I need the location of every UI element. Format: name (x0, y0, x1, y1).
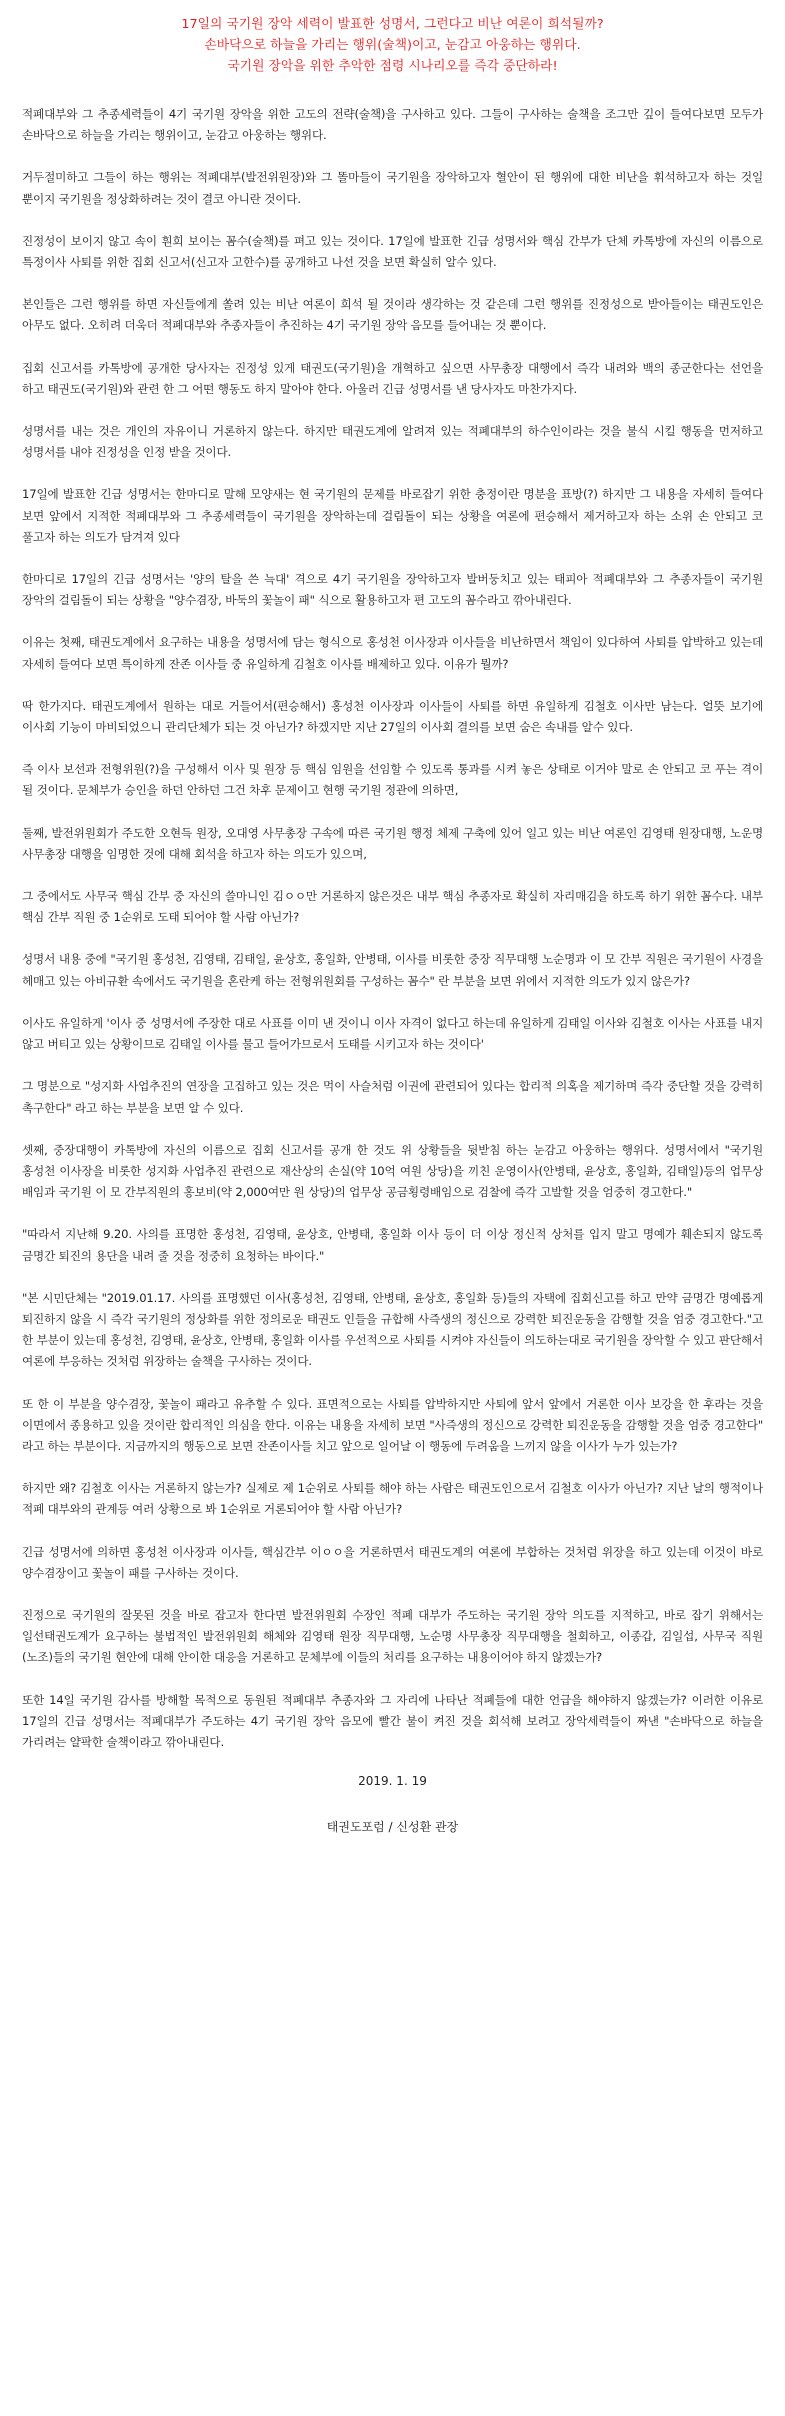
paragraph: 거두절미하고 그들이 하는 행위는 적폐대부(발전위원장)와 그 똘마들이 국기원을 장악하고자 혈안이 된 행위에 대한 비난을 휘석하고자 하는 것일 뿐이지 국기원을 정상화하려는 것이 결코 아니란 것이다. (22, 170, 763, 206)
headline-line: 손바닥으로 하늘을 가리는 행위(술책)이고, 눈감고 아웅하는 행위다. (204, 38, 581, 53)
paragraph: 성명서 내용 중에 "국기원 홍성천, 김영태, 김태일, 윤상호, 홍일화, 안병태, 이사를 비롯한 중장 직무대행 노순명과 이 모 간부 직원은 국기원이 사경을 헤매고 있는 아비규환 속에서도 국기원을 혼란케 하는 전형위원회를 구성하는 꼼수" 란 부분을 보면 위에서 지적한 의도가 있지 않은가? (22, 952, 763, 988)
paragraph: 셋째, 중장대행이 카톡방에 자신의 이름으로 집회 신고서를 공개 한 것도 위 상황들을 뒷받침 하는 눈감고 아웅하는 행위다. 성명서에서 "국기원 홍성천 이사장을 비롯한 성지화 사업추진 관련으로 재산상의 손실(약 10억 여원 상당)을 끼친 운영이사(안병태, 윤상호, 홍일화, 김태일)등의 업무상 배임과 국기원 이 모 간부직원의 홍보비(약 2,000여만 원 상당)의 업무상 공금횡령배임으로 검찰에 즉각 고발할 것을 엄중히 경고한다." (22, 1142, 763, 1200)
paragraph: 진정으로 국기원의 잘못된 것을 바로 잡고자 한다면 발전위원회 수장인 적폐 대부가 주도하는 국기원 장악 의도를 지적하고, 바로 잡기 위해서는 일선태권도계가 요구하는 불법적인 발전위원회 해체와 김영태 원장 직무대행, 노순명 사무총장 직무대행을 철회하고, 이종갑, 김일섭, 사무국 직원(노조)들의 국기원 현안에 대해 안이한 대응을 거론하고 문체부에 이들의 처리를 요구하는 내용이어야 하지 않겠는가? (22, 1607, 763, 1665)
paragraph: 집회 신고서를 카톡방에 공개한 당사자는 진정성 있게 태권도(국기원)을 개혁하고 싶으면 사무총장 대행에서 즉각 내려와 백의 종군한다는 선언을 하고 태권도(국기원)와 관련 한 그 어떤 행동도 하지 말아야 한다. 아울러 긴급 성명서를 낸 당사자도 마찬가지다. (22, 360, 763, 396)
publish-date: 2019. 1. 19 (358, 1774, 427, 1789)
headline-line: 17일의 국기원 장악 세력이 발표한 성명서, 그런다고 비난 여론이 희석될까? (181, 17, 604, 32)
article-body (22, 104, 763, 1753)
paragraph: 적폐대부와 그 추종세력들이 4기 국기원 장악을 위한 고도의 전략(술책)을 구사하고 있다. 그들이 구사하는 술책을 조그만 깊이 들여다보면 모두가 손바닥으로 하늘을 가리는 행위이고, 눈감고 아웅하는 행위다. (22, 107, 763, 143)
paragraph: 이사도 유일하게 '이사 중 성명서에 주장한 대로 사표를 이미 낸 것이니 이사 자격이 없다고 하는데 유일하게 김태일 이사와 김철호 이사는 사표를 내지 않고 버티고 있는 상황이므로 김태일 이사를 물고 들어가므로서 도태를 시키고자 하는 것이다' (22, 1015, 763, 1052)
paragraph: 딱 한가지다. 태권도계에서 원하는 대로 거들어서(편승해서) 홍성천 이사장과 이사들이 사퇴를 하면 유일하게 김철호 이사만 남는다. 얼뜻 보기에 이사회 기능이 마비되었으니 관리단체가 되는 것 아닌가? 하겠지만 지난 27일의 이사회 결의를 보면 숨은 속내를 알수 있다. (22, 698, 763, 735)
author-signature: 태권도포럼 / 신성환 관장 (326, 1820, 459, 1835)
paragraph: 또 한 이 부분을 양수겸장, 꽃놀이 패라고 유추할 수 있다. 표면적으로는 사퇴를 압박하지만 사퇴에 앞서 앞에서 거론한 이사 보강을 한 후라는 것을 이면에서 종용하고 있을 것이란 합리적인 의심을 한다. 이유는 내용을 자세히 보면 "사즉생의 정신으로 강력한 퇴진운동을 감행할 것을 엄중 경고한다" 라고 하는 부분이다. 지금까지의 행동으로 보면 잔존이사들 치고 앞으로 일어날 이 행동에 두려움을 느끼지 않을 이사가 누가 있는가? (22, 1396, 763, 1453)
paragraph: 진정성이 보이지 않고 속이 훤희 보이는 꼼수(술책)를 펴고 있는 것이다. 17일에 발표한 긴급 성명서와 핵심 간부가 단체 카톡방에 자신의 이름으로 특정이사 사퇴를 위한 집회 신고서(신고자 고한수)를 공개하고 나선 것을 보면 확실히 알수 있다. (22, 233, 763, 270)
paragraph: 긴급 성명서에 의하면 홍성천 이사장과 이사들, 핵심간부 이ㅇㅇ을 거론하면서 태권도계의 여론에 부합하는 것처럼 위장을 하고 있는데 이것이 바로 양수겸장이고 꽃놀이 패를 구사하는 것이다. (22, 1544, 763, 1580)
paragraph: "본 시민단체는 "2019.01.17. 사의를 표명했던 이사(홍성천, 김영태, 안병태, 윤상호, 홍일화 등)들의 자택에 집회신고를 하고 만약 금명간 명예롭게 퇴진하지 않을 시 즉각 국기원의 정상화를 위한 정의로운 태권도 인들을 규합해 사즉생의 정신으로 강력한 퇴진운동을 감행할 것을 엄중 경고한다."고 한 부분이 있는데 홍성천, 김영태, 윤상호, 안병태, 홍일화 이사를 우선적으로 사퇴를 시켜야 자신들이 의도하는대로 국기원을 장악할 수 있고 판단해서 여론에 부응하는 것처럼 위장하는 술책을 구사하는 것이다. (22, 1290, 763, 1369)
paragraph: 그 명분으로 "성지화 사업추진의 연장을 고집하고 있는 것은 먹이 사슬처럼 이권에 관련되어 있다는 합리적 의혹을 제기하며 즉각 중단할 것을 강력히 촉구한다" 라고 하는 부분을 보면 알 수 있다. (22, 1079, 763, 1115)
paragraph: 성명서를 내는 것은 개인의 자유이니 거론하지 않는다. 하지만 태권도계에 알려져 있는 적폐대부의 하수인이라는 것을 불식 시킬 행동을 먼저하고 성명서를 내야 진정성을 인정 받을 것이다. (22, 424, 763, 460)
paragraph: 한마디로 17일의 긴급 성명서는 '양의 탈을 쓴 늑대' 격으로 4기 국기원을 장악하고자 발버둥치고 있는 태피아 적폐대부와 그 추종자들이 국기원 장악의 걸림돌이 되는 상황을 "양수겸장, 바둑의 꽃놀이 패" 식으로 활용하고자 편 고도의 꼼수라고 깎아내린다. (22, 572, 763, 608)
paragraph: "따라서 지난해 9.20. 사의를 표명한 홍성천, 김영태, 윤상호, 안병태, 홍일화 이사 등이 더 이상 정신적 상처를 입지 말고 명예가 훼손되지 않도록 금명간 퇴진의 용단을 내려 줄 것을 정중히 요청하는 바이다." (22, 1227, 763, 1263)
paragraph: 둘째, 발전위원회가 주도한 오현득 원장, 오대영 사무총장 구속에 따른 국기원 행정 체제 구축에 있어 일고 있는 비난 여론인 김영태 원장대행, 노운명 사무총장 대행을 임명한 것에 대해 회석을 하고자 하는 의도가 있으며, (22, 825, 763, 861)
paragraph: 17일에 발표한 긴급 성명서는 한마디로 말해 모양새는 현 국기원의 문제를 바로잡기 위한 충정이란 명분을 표방(?) 하지만 그 내용을 자세히 들여다 보면 앞에서 지적한 적폐대부와 그 추종세력들이 국기원을 장악하는데 걸림돌이 되는 상황을 여론에 편승해서 제거하고자 하는 소위 손 안되고 코 풀고자 하는 의도가 담겨져 있다 (22, 487, 763, 544)
headline-line: 국기원 장악을 위한 추악한 점령 시나리오를 즉각 중단하라! (227, 59, 558, 74)
headline (22, 14, 763, 77)
paragraph: 하지만 왜? 김철호 이사는 거론하지 않는가? 실제로 제 1순위로 사퇴를 해야 하는 사람은 태권도인으로서 김철호 이사가 아닌가? 지난 날의 행적이나 적폐 대부와의 관계등 여러 상황으로 봐 1순위로 거론되어야 할 사람 아닌가? (22, 1481, 763, 1517)
paragraph: 또한 14일 국기원 감사를 방해할 목적으로 동원된 적폐대부 추종자와 그 자리에 나타난 적폐들에 대한 언급을 해야하지 않겠는가? 이러한 이유로 17일의 긴급 성명서는 적폐대부가 주도하는 4기 국기원 장악 음모에 빨간 불이 켜진 것을 회석해 보려고 장악세력들이 짜낸 "손바닥으로 하늘을 가리려는 얄팍한 술책이라고 깎아내린다. (22, 1692, 763, 1749)
paragraph: 즉 이사 보선과 전형위원(?)을 구성해서 이사 및 원장 등 핵심 임원을 선임할 수 있도록 통과를 시켜 놓은 상태로 이거야 말로 손 안되고 코 푸는 격이 될 것이다. 문체부가 승인을 하던 안하던 그건 차후 문제이고 현행 국기원 정관에 의하면, (22, 762, 763, 798)
paragraph: 그 중에서도 사무국 핵심 간부 중 자신의 쓸마니인 김ㅇㅇ만 거론하지 않은것은 내부 핵심 추종자로 확실히 자리매김을 하도록 하기 위한 꼼수다. 내부 핵심 간부 직원 중 1순위로 도태 되어야 할 사람 아닌가? (22, 889, 763, 925)
paragraph: 본인들은 그런 행위를 하면 자신들에게 쏠려 있는 비난 여론이 희석 될 것이라 생각하는 것 같은데 그런 행위를 진정성으로 받아들이는 태권도인은 아무도 없다. 오히려 더욱더 적폐대부와 추종자들이 추진하는 4기 국기원 장악 음모를 들어내는 것 뿐이다. (22, 297, 763, 333)
paragraph: 이유는 첫째, 태권도계에서 요구하는 내용을 성명서에 담는 형식으로 홍성천 이사장과 이사들을 비난하면서 책임이 있다하여 사퇴를 압박하고 있는데 자세히 들여다 보면 특이하게 잔존 이사들 중 유일하게 김철호 이사를 배제하고 있다. 이유가 뭘까? (22, 635, 763, 671)
